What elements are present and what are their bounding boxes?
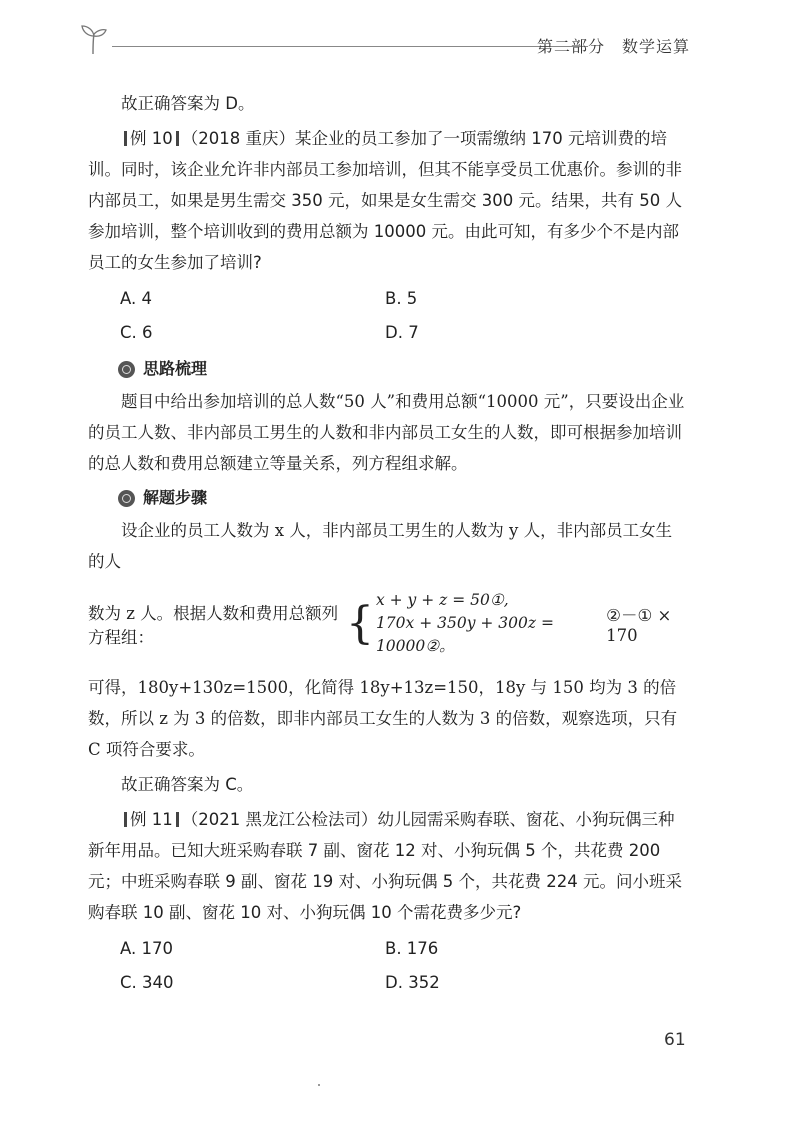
option-b: B. 176 xyxy=(385,939,439,958)
equation-row xyxy=(88,589,688,658)
option-a: A. 4 xyxy=(120,289,152,308)
equation-prefix: 数为 z 人。根据人数和费用总额列方程组： xyxy=(88,603,339,647)
steps-text-2: 可得，180y+130z=1500，化简得 18y+13z=150，18y 与 150 均为 3 的倍数，所以 z 为 3 的倍数，即非内部员工女生的人数为 3 的倍数，观察选项，只有 C 项符合要求。 xyxy=(88,678,678,759)
option-b: B. 5 xyxy=(385,289,418,308)
thinking-title-text: 思路梳理 xyxy=(143,359,208,378)
example-11-source: （2021 黑龙江公检法司） xyxy=(181,810,378,829)
thinking-section-title xyxy=(88,354,688,384)
equation-system xyxy=(346,589,580,658)
steps-section-title xyxy=(88,483,688,513)
section-badge-icon xyxy=(118,361,135,378)
sprout-icon xyxy=(78,22,108,56)
steps-text-1: 设企业的员工人数为 x 人，非内部员工男生的人数为 y 人，非内部员工女生的人 xyxy=(88,521,673,571)
options-row xyxy=(88,966,688,1000)
example-11-tag: 例 11 xyxy=(130,810,173,829)
option-a: A. 170 xyxy=(120,939,173,958)
example-10-question xyxy=(88,123,688,278)
example-10-text: 某企业的员工参加了一项需缴纳 170 元培训费的培训。同时，该企业允许非内部员工参加培训，但其不能享受员工优惠价。参训的非内部员工，如果是男生需交 350 元，如果是女生需交 300 元。结果，共有 50 人参加培训，整个培训收到的费用总额为 10000 元。由此可知，有多少个不是内部员工的女生参加了培训? xyxy=(88,129,682,272)
equation-operation: ②－① × 170 xyxy=(606,606,672,645)
options-row xyxy=(88,282,688,316)
scan-dot xyxy=(318,1084,320,1086)
option-d: D. 352 xyxy=(385,973,440,992)
steps-title-text: 解题步骤 xyxy=(143,488,208,507)
option-c: C. 340 xyxy=(120,973,174,992)
example-10-tag: 例 10 xyxy=(130,129,173,148)
equation-lines xyxy=(376,589,580,658)
page-header xyxy=(78,22,700,62)
option-c: C. 6 xyxy=(120,323,153,342)
example-11-question xyxy=(88,804,688,928)
marker-bar-icon xyxy=(124,131,127,146)
marker-bar-icon xyxy=(124,812,127,827)
example-11-text: 幼儿园需采购春联、窗花、小狗玩偶三种新年用品。已知大班采购春联 7 副、窗花 12 对、小狗玩偶 5 个，共花费 200 元；中班采购春联 9 副、窗花 19 对、小狗玩偶 5 个，共花费 224 元。问小班采购春联 10 副、窗花 10 对、小狗玩偶 10 个需花费多少元? xyxy=(88,810,682,922)
options-row xyxy=(88,316,688,350)
conclusion-c: 故正确答案为 C。 xyxy=(121,775,254,794)
conclusion-d: 故正确答案为 D。 xyxy=(121,94,255,113)
options-row xyxy=(88,932,688,966)
example-10-source: （2018 重庆） xyxy=(181,129,295,148)
page-content xyxy=(88,88,688,1002)
brace-icon: { xyxy=(345,597,374,649)
example-11-options xyxy=(88,932,688,1000)
header-rule xyxy=(112,46,588,47)
option-d: D. 7 xyxy=(385,323,419,342)
equation-line-2: 170x + 350y + 300z = 10000②。 xyxy=(375,614,554,655)
equation-line-1: x + y + z = 50①, xyxy=(375,591,509,609)
page-number: 61 xyxy=(664,1030,686,1050)
thinking-text: 题目中给出参加培训的总人数“50 人”和费用总额“10000 元”，只要设出企业的员工人数、非内部员工男生的人数和非内部员工女生的人数，即可根据参加培训的总人数和费用总额建立等量关系，列方程组求解。 xyxy=(88,392,685,473)
marker-bar-icon xyxy=(176,812,179,827)
example-10-options xyxy=(88,282,688,350)
header-title: 第二部分 数学运算 xyxy=(536,37,690,56)
section-badge-icon xyxy=(118,490,135,507)
marker-bar-icon xyxy=(176,131,179,146)
